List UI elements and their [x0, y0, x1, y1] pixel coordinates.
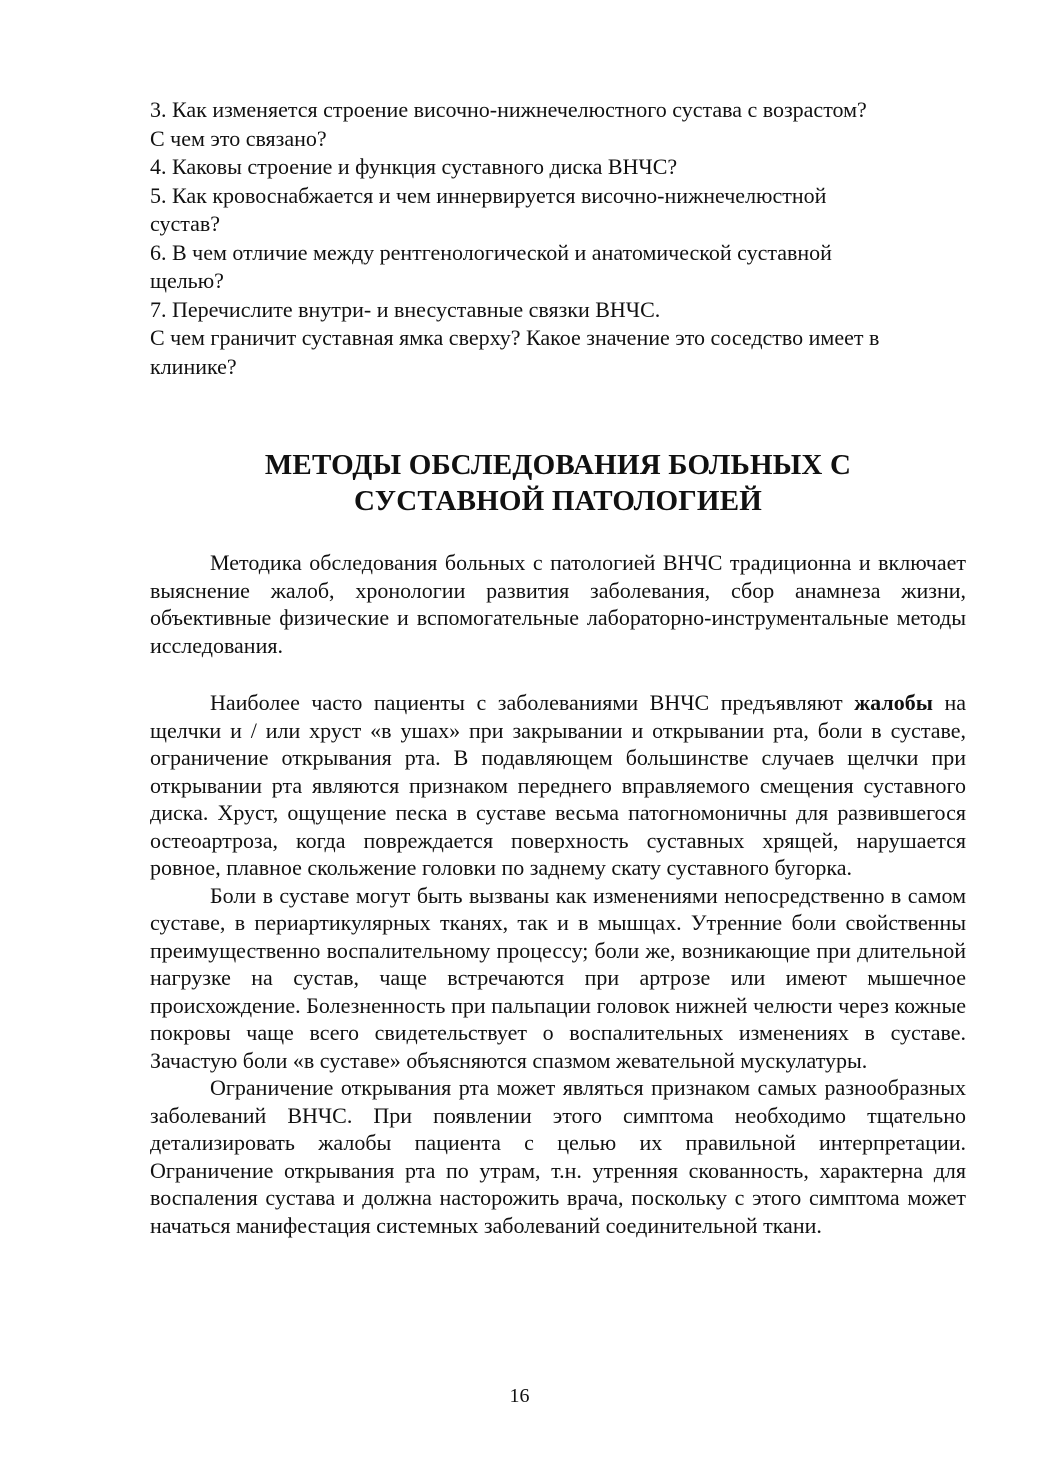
page-number: 16 [509, 1385, 530, 1407]
question-line: 6. В чем отличие между рентгенологической и анатомической суставной [150, 239, 832, 265]
paragraph-mouth-opening: Ограничение открывания рта может являться признаком самых разнообразных заболеваний ВНЧС. При появлении этого симптома необходимо тщательно детализировать жалобы пациента с целью их правильной интерпретации. Ограничение открывания рта по утрам, т.н. утренняя скованность, характерна для воспаления сустава и должна насторожить врача, поскольку с этого симптома может начаться манифестация системных заболеваний соединительной ткани. [150, 1075, 966, 1238]
section-heading [150, 447, 966, 519]
question-line: 5. Как кровоснабжается и чем иннервируется височно-нижнечелюстной [150, 182, 827, 208]
page-content [150, 96, 966, 1239]
section-heading-line2: СУСТАВНОЙ ПАТОЛОГИЕЙ [354, 485, 762, 517]
bold-term-complaints: жалобы [854, 690, 933, 715]
question-line: клинике? [150, 353, 237, 379]
question-line: 3. Как изменяется строение височно-нижнечелюстного сустава с возрастом? [150, 97, 867, 122]
question-line: сустав? [150, 211, 221, 236]
question-line: щелью? [150, 268, 224, 293]
review-questions [150, 96, 966, 381]
question-line: 7. Перечислите внутри- и внесуставные связки ВНЧС. [150, 296, 661, 322]
question-line: 4. Каковы строение и функция суставного диска ВНЧС? [150, 154, 678, 179]
paragraph-methods: Методика обследования больных с патологией ВНЧС традиционна и включает выяснение жалоб, хронологии развития заболевания, сбор анамнеза жизни, объективные физические и вспомогательные лабораторно-инструментальные методы исследования. [150, 550, 966, 658]
paragraph-complaints-start: Наиболее часто пациенты с заболеваниями ВНЧС предъявляют [210, 690, 855, 715]
question-line: С чем это связано? [150, 125, 327, 151]
section-heading-line1: МЕТОДЫ ОБСЛЕДОВАНИЯ БОЛЬНЫХ С [264, 449, 852, 481]
question-line: С чем граничит суставная ямка сверху? Какое значение это соседство имеет в [150, 325, 880, 350]
paragraph-complaints [150, 689, 966, 882]
paragraph-complaints-rest: на щелчки и / или хруст «в ушах» при закрывании и открывании рта, боли в суставе, ограничение открывания рта. В подавляющем большинстве случаев щелчки при открывании рта являются признаком переднего вправляемого смещения суставного диска. Хруст, ощущение песка в суставе весьма патогномоничны для развившегося остеоартроза, когда повреждается поверхность суставных хрящей, нарушается ровное, плавное скольжение головки по заднему скату суставного бугорка. [150, 690, 966, 880]
paragraph-joint-pain: Боли в суставе могут быть вызваны как изменениями непосредственно в самом суставе, в периартикулярных тканях, так и в мышцах. Утренние боли свойственны преимущественно воспалительному процессу; боли же, возникающие при длительной нагрузке на сустав, чаще встречаются при артрозе или имеют мышечное происхождение. Болезненность при пальпации головок нижней челюсти через кожные покровы чаще всего свидетельствует о воспалительных изменениях в суставе. Зачастую боли «в суставе» объясняются спазмом жевательной мускулатуры. [150, 882, 966, 1073]
